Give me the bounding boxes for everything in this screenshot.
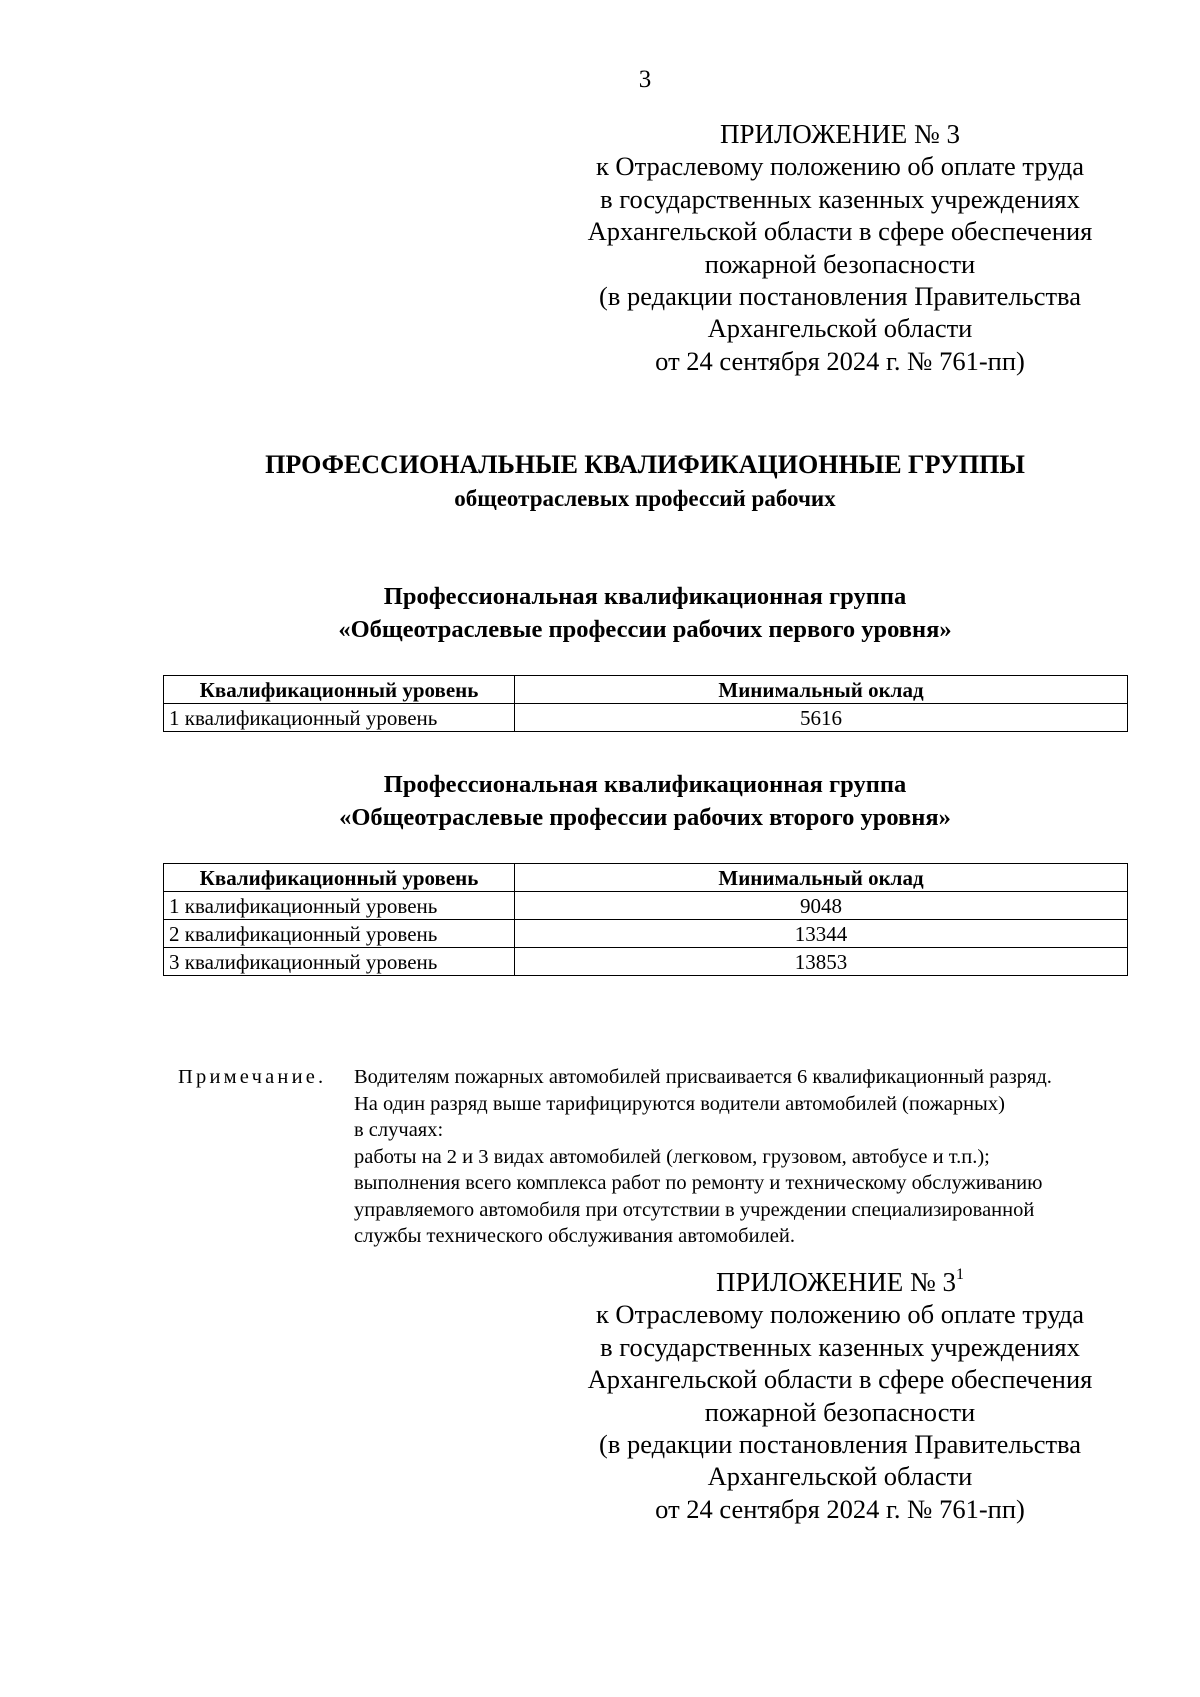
column-header-level: Квалификационный уровень (164, 864, 515, 892)
group-2-table (163, 863, 1128, 976)
group-title-line: Профессиональная квалификационная группа (383, 583, 907, 610)
table-row (164, 948, 1128, 976)
appendix-title-superscript: 1 (956, 1266, 965, 1283)
group-2-title (0, 768, 1200, 834)
group-1-title (0, 580, 1200, 646)
appendix-line: (в редакции постановления Правительства (599, 281, 1081, 312)
note-body (354, 1064, 1134, 1250)
appendix-line: Архангельской области (707, 313, 973, 344)
level-cell: 1 квалификационный уровень (164, 704, 515, 732)
table-row (164, 920, 1128, 948)
appendix-line: к Отраслевому положению об оплате труда (595, 1299, 1085, 1330)
appendix-line: пожарной безопасности (704, 248, 976, 279)
group-title-line: «Общеотраслевые профессии рабочих второго уровня» (339, 804, 951, 831)
note-line: управляемого автомобиля при отсутствии в учреждении специализированной (354, 1198, 1035, 1221)
group-1-table (163, 675, 1128, 732)
table-row (164, 704, 1128, 732)
level-cell: 1 квалификационный уровень (164, 892, 515, 920)
column-header-salary: Минимальный оклад (515, 864, 1128, 892)
salary-cell: 5616 (515, 704, 1128, 732)
appendix-line: от 24 сентября 2024 г. № 761-пп) (655, 345, 1025, 376)
note-line: работы на 2 и 3 видах автомобилей (легковом, грузовом, автобусе и т.п.); (354, 1145, 990, 1168)
table-header-row (164, 864, 1128, 892)
appendix-3-1-header (560, 1266, 1120, 1525)
document-subtitle-line: общеотраслевых профессий рабочих (454, 486, 836, 511)
appendix-title (560, 1266, 1120, 1298)
appendix-line: Архангельской области в сфере обеспечения (587, 216, 1093, 247)
note-line: На один разряд выше тарифицируются водители автомобилей (пожарных) (354, 1092, 1005, 1115)
appendix-line: в государственных казенных учреждениях (600, 1331, 1080, 1362)
salary-cell: 9048 (515, 892, 1128, 920)
appendix-line: в государственных казенных учреждениях (600, 183, 1080, 214)
note-line: Водителям пожарных автомобилей присваивается 6 квалификационный разряд. (354, 1066, 1052, 1088)
table-header-row (164, 676, 1128, 704)
appendix-title-text: ПРИЛОЖЕНИЕ № 3 (715, 1267, 957, 1297)
appendix-line: (в редакции постановления Правительства (599, 1429, 1081, 1460)
note-line: в случаях: (354, 1119, 444, 1141)
appendix-line: к Отраслевому положению об оплате труда (595, 151, 1085, 182)
column-header-level: Квалификационный уровень (164, 676, 515, 704)
group-title-line: Профессиональная квалификационная группа (383, 771, 907, 798)
appendix-line: от 24 сентября 2024 г. № 761-пп) (655, 1493, 1025, 1524)
column-header-salary: Минимальный оклад (515, 676, 1128, 704)
level-cell: 3 квалификационный уровень (164, 948, 515, 976)
salary-cell: 13853 (515, 948, 1128, 976)
level-cell: 2 квалификационный уровень (164, 920, 515, 948)
appendix-title: ПРИЛОЖЕНИЕ № 3 (719, 119, 961, 149)
document-title (0, 448, 1200, 516)
appendix-line: Архангельской области (707, 1461, 973, 1492)
appendix-3-header (560, 118, 1120, 377)
note-line: выполнения всего комплекса работ по ремонту и техническому обслуживанию (354, 1172, 1043, 1194)
appendix-line: пожарной безопасности (704, 1396, 976, 1427)
group-title-line: «Общеотраслевые профессии рабочих первого уровня» (338, 616, 952, 643)
document-title-line: ПРОФЕССИОНАЛЬНЫЕ КВАЛИФИКАЦИОННЫЕ ГРУППЫ (265, 450, 1025, 479)
note-label: Примечание. (178, 1066, 327, 1088)
table-row (164, 892, 1128, 920)
note-line: службы технического обслуживания автомобилей. (354, 1225, 795, 1247)
appendix-line: Архангельской области в сфере обеспечения (587, 1364, 1093, 1395)
page-number: 3 (638, 66, 652, 93)
salary-cell: 13344 (515, 920, 1128, 948)
